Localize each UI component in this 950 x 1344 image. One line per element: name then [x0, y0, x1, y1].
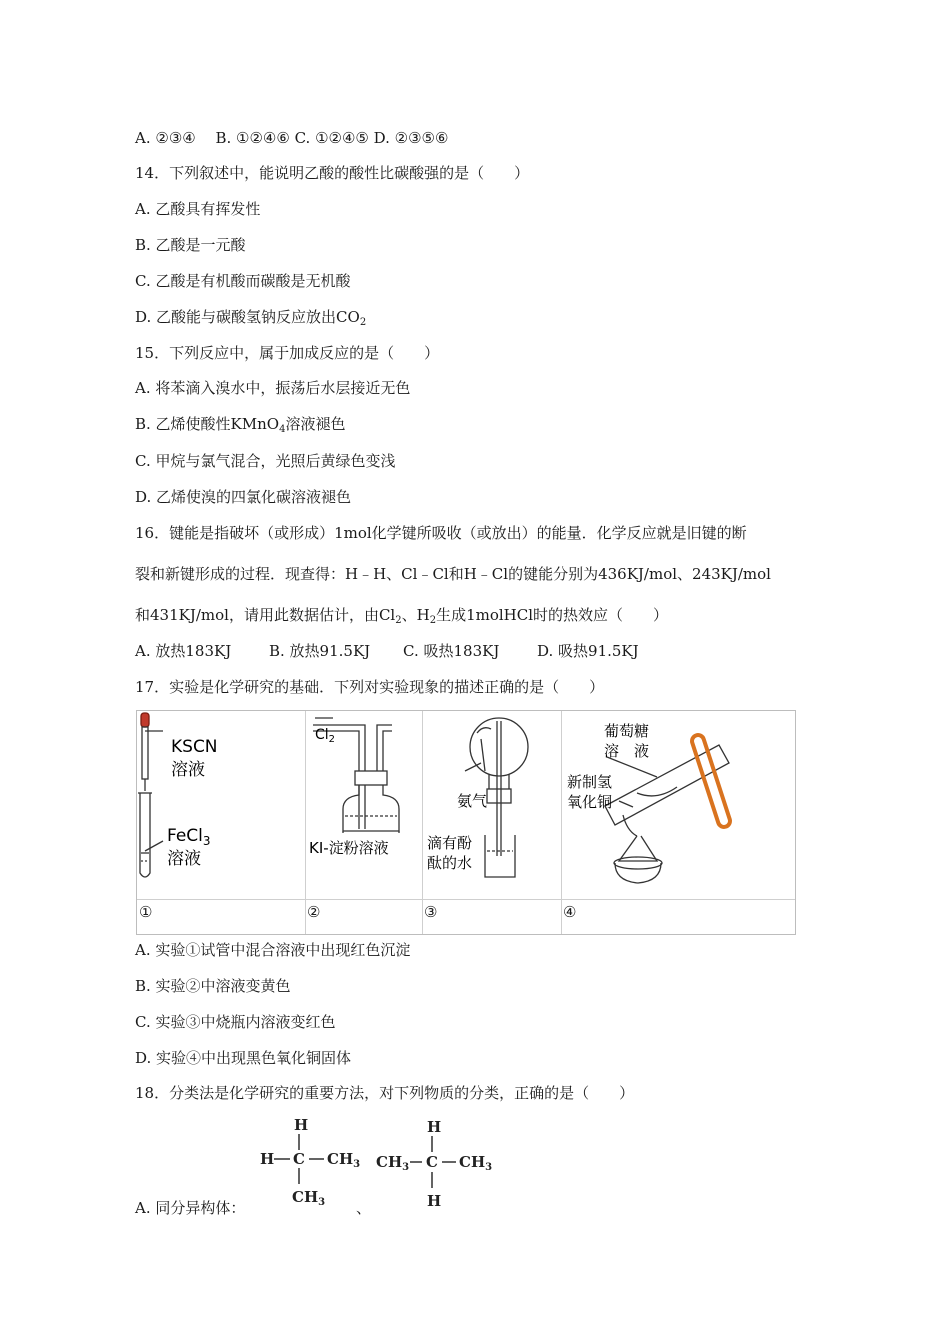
q16-l3-sub2: 2: [429, 615, 437, 626]
label-cl2: [315, 727, 335, 745]
s2-left-sub: 3: [402, 1162, 410, 1173]
q14-option-c: C. 乙酸是有机酸而碳酸是无机酸: [135, 272, 351, 290]
dropper-tube: [142, 727, 148, 779]
q14-d-text: D. 乙酸能与碳酸氢钠反应放出CO: [135, 308, 360, 326]
q17-option-c: C. 实验③中烧瓶内溶液变红色: [135, 1013, 336, 1031]
s1-top-h: H: [294, 1116, 309, 1134]
bottle-icon: [343, 785, 399, 831]
q16-option-b: B. 放热91.5KJ: [269, 642, 371, 660]
s2-right-ch3: [459, 1153, 492, 1173]
q16-l3-a: 和431KJ/mol，请用此数据估计，由Cl: [135, 606, 396, 624]
stopper: [355, 771, 387, 785]
q14-option-b: B. 乙酸是一元酸: [135, 236, 246, 254]
structural-formulas: [254, 1116, 514, 1216]
q17-option-a: A. 实验①试管中混合溶液中出现红色沉淀: [135, 941, 411, 959]
fecl3-sub: 3: [202, 834, 211, 848]
label-glucose-1: 葡萄糖: [604, 722, 650, 740]
q13-options: A. ②③④ B. ①②④⑥ C. ①②④⑤ D. ②③⑤⑥: [135, 129, 449, 147]
label-ammonia: 氨气: [457, 792, 488, 810]
s1-bottom-sub: 3: [318, 1197, 326, 1208]
beaker-icon: [485, 835, 515, 877]
q15-b-post: 溶液褪色: [285, 415, 346, 433]
q14-option-d: [135, 307, 366, 333]
fecl3-main: FeCl: [167, 826, 203, 846]
s2-top-h: H: [427, 1118, 442, 1136]
cell-label-1: ①: [139, 903, 153, 921]
cell-label-3: ③: [424, 903, 438, 921]
s2-bottom-h: H: [427, 1192, 442, 1210]
q16-l3-b: 、H: [401, 606, 430, 624]
alcohol-lamp-icon: [614, 857, 662, 869]
q14-option-a: A. 乙酸具有挥发性: [135, 200, 261, 218]
flask-stopper: [487, 789, 511, 803]
s1-right-sub: 3: [353, 1159, 361, 1170]
flame-icon: [623, 815, 637, 836]
structure-2: [376, 1118, 492, 1210]
q15-stem: 15．下列反应中，属于加成反应的是（ ）: [135, 344, 440, 362]
q16-l3-c: 生成1molHCl时的热效应（ ）: [436, 606, 669, 624]
cell-label-2: ②: [307, 903, 321, 921]
q16-line1: 16．键能是指破坏（或形成）1mol化学键所吸收（或放出）的能量．化学反应就是旧键的断: [135, 524, 747, 542]
q15-option-c: C. 甲烷与氯气混合，光照后黄绿色变浅: [135, 452, 396, 470]
s2-left-main: CH: [376, 1153, 403, 1171]
label-cuoh-2: 氧化铜: [567, 793, 613, 811]
pointer-line: [619, 801, 633, 807]
dropper-stem: [481, 739, 485, 771]
experiment-drawings: [137, 711, 797, 899]
pointer-line: [607, 757, 657, 777]
s1-left-h: H: [260, 1150, 275, 1168]
outlet-tube-inner: [383, 731, 392, 771]
dropper-bulb: [477, 728, 491, 733]
label-kscn: KSCN: [171, 737, 218, 757]
experiment-figure-table: [136, 710, 796, 935]
q17-stem: 17．实验是化学研究的基础．下列对实验现象的描述正确的是（ ）: [135, 678, 605, 696]
lamp-body: [615, 863, 661, 883]
q16-l3-sub1: 2: [395, 615, 402, 626]
experiment-1-drawing: [138, 713, 163, 877]
q16-options: [135, 641, 639, 661]
q16-line3: [135, 605, 668, 631]
q16-option-a: A. 放热183KJ: [135, 642, 232, 660]
pointer-line: [145, 841, 163, 851]
label-phenol-1: 滴有酚: [427, 834, 473, 852]
cl2-main: Cl: [315, 727, 329, 743]
label-fecl3: [167, 826, 211, 848]
s1-right-main: CH: [327, 1150, 354, 1168]
row-divider: [137, 899, 795, 900]
label-ki-starch: KI-淀粉溶液: [309, 839, 389, 857]
s1-center-c: C: [293, 1150, 305, 1168]
q18-separator: 、: [356, 1199, 372, 1217]
s1-bottom-ch3: [292, 1188, 325, 1208]
structure-1: [260, 1116, 360, 1208]
cl2-sub: 2: [328, 734, 336, 745]
s2-right-sub: 3: [485, 1162, 493, 1173]
s1-right-ch3: [327, 1150, 360, 1170]
q18-option-a-label: A. 同分异构体：: [135, 1199, 246, 1217]
q16-line2: 裂和新键形成的过程．现查得：H﹣H、Cl﹣Cl和H﹣Cl的键能分别为436KJ/mol、243KJ/mol: [135, 565, 771, 583]
q17-option-b: B. 实验②中溶液变黄色: [135, 977, 291, 995]
s1-bottom-main: CH: [292, 1188, 319, 1206]
flask-bulb-icon: [470, 718, 528, 776]
q14-stem: 14．下列叙述中，能说明乙酸的酸性比碳酸强的是（ ）: [135, 164, 530, 182]
label-phenol-2: 酞的水: [427, 854, 473, 872]
s2-left-ch3: [376, 1153, 409, 1173]
cell-label-4: ④: [563, 903, 577, 921]
q14-d-subscript: 2: [359, 317, 367, 328]
q15-option-d: D. 乙烯使溴的四氯化碳溶液褪色: [135, 488, 352, 506]
q16-option-d: D. 吸热91.5KJ: [537, 642, 639, 660]
q16-option-c: C. 吸热183KJ: [403, 642, 500, 660]
q15-option-b: [135, 414, 345, 440]
outlet-tube: [377, 725, 392, 771]
s2-center-c: C: [426, 1153, 438, 1171]
label-solution-1: 溶液: [171, 760, 205, 780]
q15-option-a: A. 将苯滴入溴水中，振荡后水层接近无色: [135, 379, 411, 397]
q15-b-pre: B. 乙烯使酸性KMnO: [135, 415, 280, 433]
test-tube-icon: [140, 793, 150, 877]
q15-b-sub: 4: [279, 424, 286, 435]
label-cuoh-1: 新制氢: [567, 773, 613, 791]
dropper-bulb-icon: [141, 713, 149, 727]
q17-option-d: D. 实验④中出现黑色氧化铜固体: [135, 1049, 352, 1067]
s2-right-main: CH: [459, 1153, 486, 1171]
label-solution-2: 溶液: [167, 849, 201, 869]
label-glucose-2: 溶 液: [604, 742, 650, 760]
q18-stem: 18．分类法是化学研究的重要方法，对下列物质的分类，正确的是（ ）: [135, 1084, 635, 1102]
